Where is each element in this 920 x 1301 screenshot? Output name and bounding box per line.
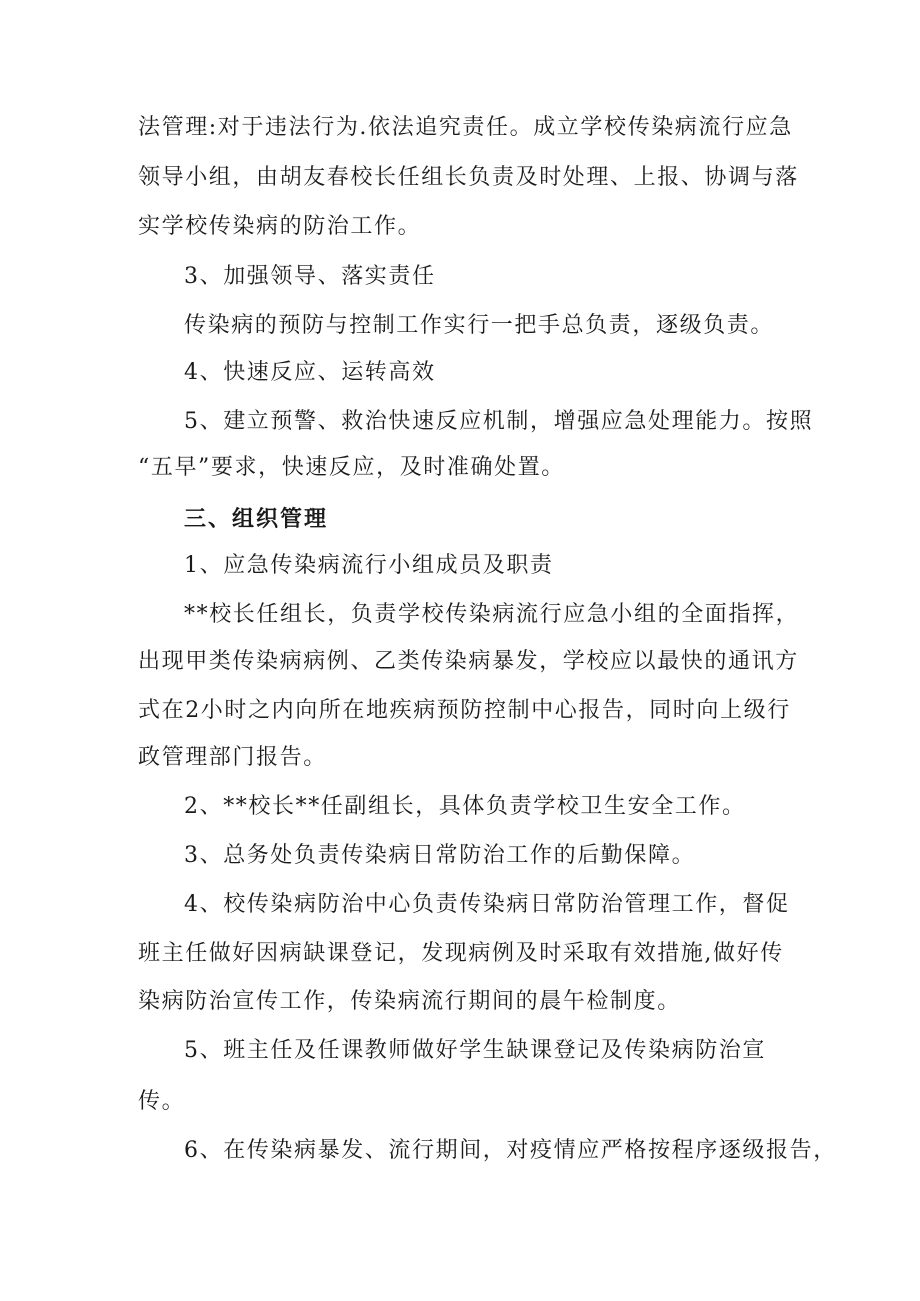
- text-line: 法管理:对于违法行为.依法追究责任。成立学校传染病流行应急: [138, 115, 793, 140]
- text-line: 式在2小时之内向所在地疾病预防控制中心报告，同时向上级行: [138, 698, 791, 723]
- text-line: “五早”要求，快速反应，及时准确处置。: [138, 455, 565, 480]
- text-line: 领导小组，由胡友春校长任组长负责及时处理、上报、协调与落: [138, 165, 799, 190]
- text-line: 2、**校长**任副组长，具体负责学校卫生安全工作。: [184, 794, 746, 819]
- text-line: 出现甲类传染病病例、乙类传染病暴发，学校应以最快的通讯方: [138, 649, 799, 674]
- text-line: 传。: [138, 1089, 186, 1114]
- text-line: 5、建立预警、救治快速反应机制，增强应急处理能力。按照: [184, 409, 814, 434]
- section-heading: 三、组织管理: [184, 507, 329, 532]
- text-line: **校长任组长，负责学校传染病流行应急小组的全面指挥，: [184, 602, 800, 627]
- text-line: 传染病的预防与控制工作实行一把手总负责，逐级负责。: [184, 313, 775, 338]
- text-line: 政管理部门报告。: [138, 745, 327, 770]
- text-line: 染病防治宣传工作，传染病流行期间的晨午检制度。: [138, 989, 681, 1014]
- text-line: 3、总务处负责传染病日常防治工作的后勤保障。: [184, 843, 696, 868]
- section-subtitle: 3、加强领导、落实责任: [184, 264, 436, 289]
- text-line: 5、班主任及任课教师做好学生缺课登记及传染病防治宣: [184, 1038, 766, 1063]
- section-subtitle: 1、应急传染病流行小组成员及职责: [184, 553, 554, 578]
- text-line: 实学校传染病的防治工作。: [138, 214, 422, 239]
- text-line: 6、在传染病暴发、流行期间，对疫情应严格按程序逐级报告，: [184, 1138, 837, 1163]
- text-line: 班主任做好因病缺课登记，发现病例及时采取有效措施,做好传: [138, 941, 784, 966]
- section-subtitle: 4、快速反应、运转高效: [184, 360, 436, 385]
- text-line: 4、校传染病防治中心负责传染病日常防治管理工作，督促: [184, 892, 790, 917]
